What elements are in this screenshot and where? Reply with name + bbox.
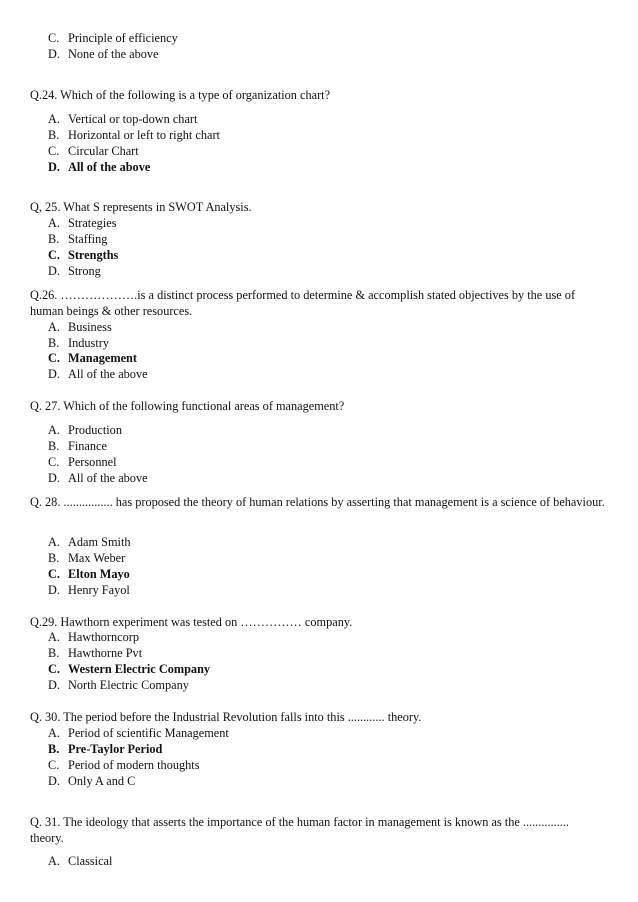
option-q27-b: B. Finance — [48, 439, 107, 453]
option-q29-b: B. Hawthorne Pvt — [48, 646, 143, 660]
option-q27-c: C. Personnel — [48, 455, 117, 469]
option-q28-c-answer: C. Elton Mayo — [48, 567, 130, 581]
option-q24-b: B. Horizontal or left to right chart — [48, 128, 220, 142]
question-28: Q. 28. ................ has proposed the theory of human relations by asserting that management is a science of behaviour. — [30, 495, 605, 509]
option-q31-a: A. Classical — [48, 854, 113, 868]
option-q25-c-answer: C. Strengths — [48, 248, 119, 262]
question-29: Q.29. Hawthorn experiment was tested on …………… company. — [30, 615, 353, 629]
option-q29-a: A. Hawthorncorp — [48, 630, 140, 644]
option-q28-a: A. Adam Smith — [48, 535, 131, 549]
option-q25-b: B. Staffing — [48, 232, 108, 246]
option-q24-a: A. Vertical or top-down chart — [48, 112, 198, 126]
question-31: Q. 31. The ideology that asserts the importance of the human factor in management is known as the ............... theory. — [30, 815, 569, 845]
option-q29-c-answer: C. Western Electric Company — [48, 662, 211, 676]
option-q23-d: D. None of the above — [48, 47, 159, 61]
option-q27-d: D. All of the above — [48, 471, 148, 485]
option-q28-b: B. Max Weber — [48, 551, 126, 565]
option-q28-d: D. Henry Fayol — [48, 583, 130, 597]
option-q26-b: B. Industry — [48, 336, 109, 350]
option-q30-c: C. Period of modern thoughts — [48, 758, 200, 772]
option-q26-a: A. Business — [48, 320, 112, 334]
question-30: Q. 30. The period before the Industrial Revolution falls into this ............ theory. — [30, 710, 422, 724]
option-q23-c: C. Principle of efficiency — [48, 31, 178, 45]
option-q27-a: A. Production — [48, 423, 122, 437]
question-24: Q.24. Which of the following is a type of organization chart? — [30, 88, 331, 102]
option-q24-d-answer: D. All of the above — [48, 160, 151, 174]
option-q26-c-answer: C. Management — [48, 351, 137, 365]
option-q29-d: D. North Electric Company — [48, 678, 189, 692]
option-q24-c: C. Circular Chart — [48, 144, 139, 158]
option-q25-a: A. Strategies — [48, 216, 117, 230]
question-25: Q, 25. What S represents in SWOT Analysis. — [30, 200, 252, 214]
option-q26-d: D. All of the above — [48, 367, 148, 381]
option-q30-a: A. Period of scientific Management — [48, 726, 229, 740]
option-q25-d: D. Strong — [48, 264, 101, 278]
option-q30-d: D. Only A and C — [48, 774, 136, 788]
question-26: Q.26. ……………….is a distinct process performed to determine & accomplish stated objectives by the use of human beings & other resources. — [30, 288, 576, 318]
option-q30-b-answer: B. Pre-Taylor Period — [48, 742, 163, 756]
question-27: Q. 27. Which of the following functional areas of management? — [30, 399, 345, 413]
